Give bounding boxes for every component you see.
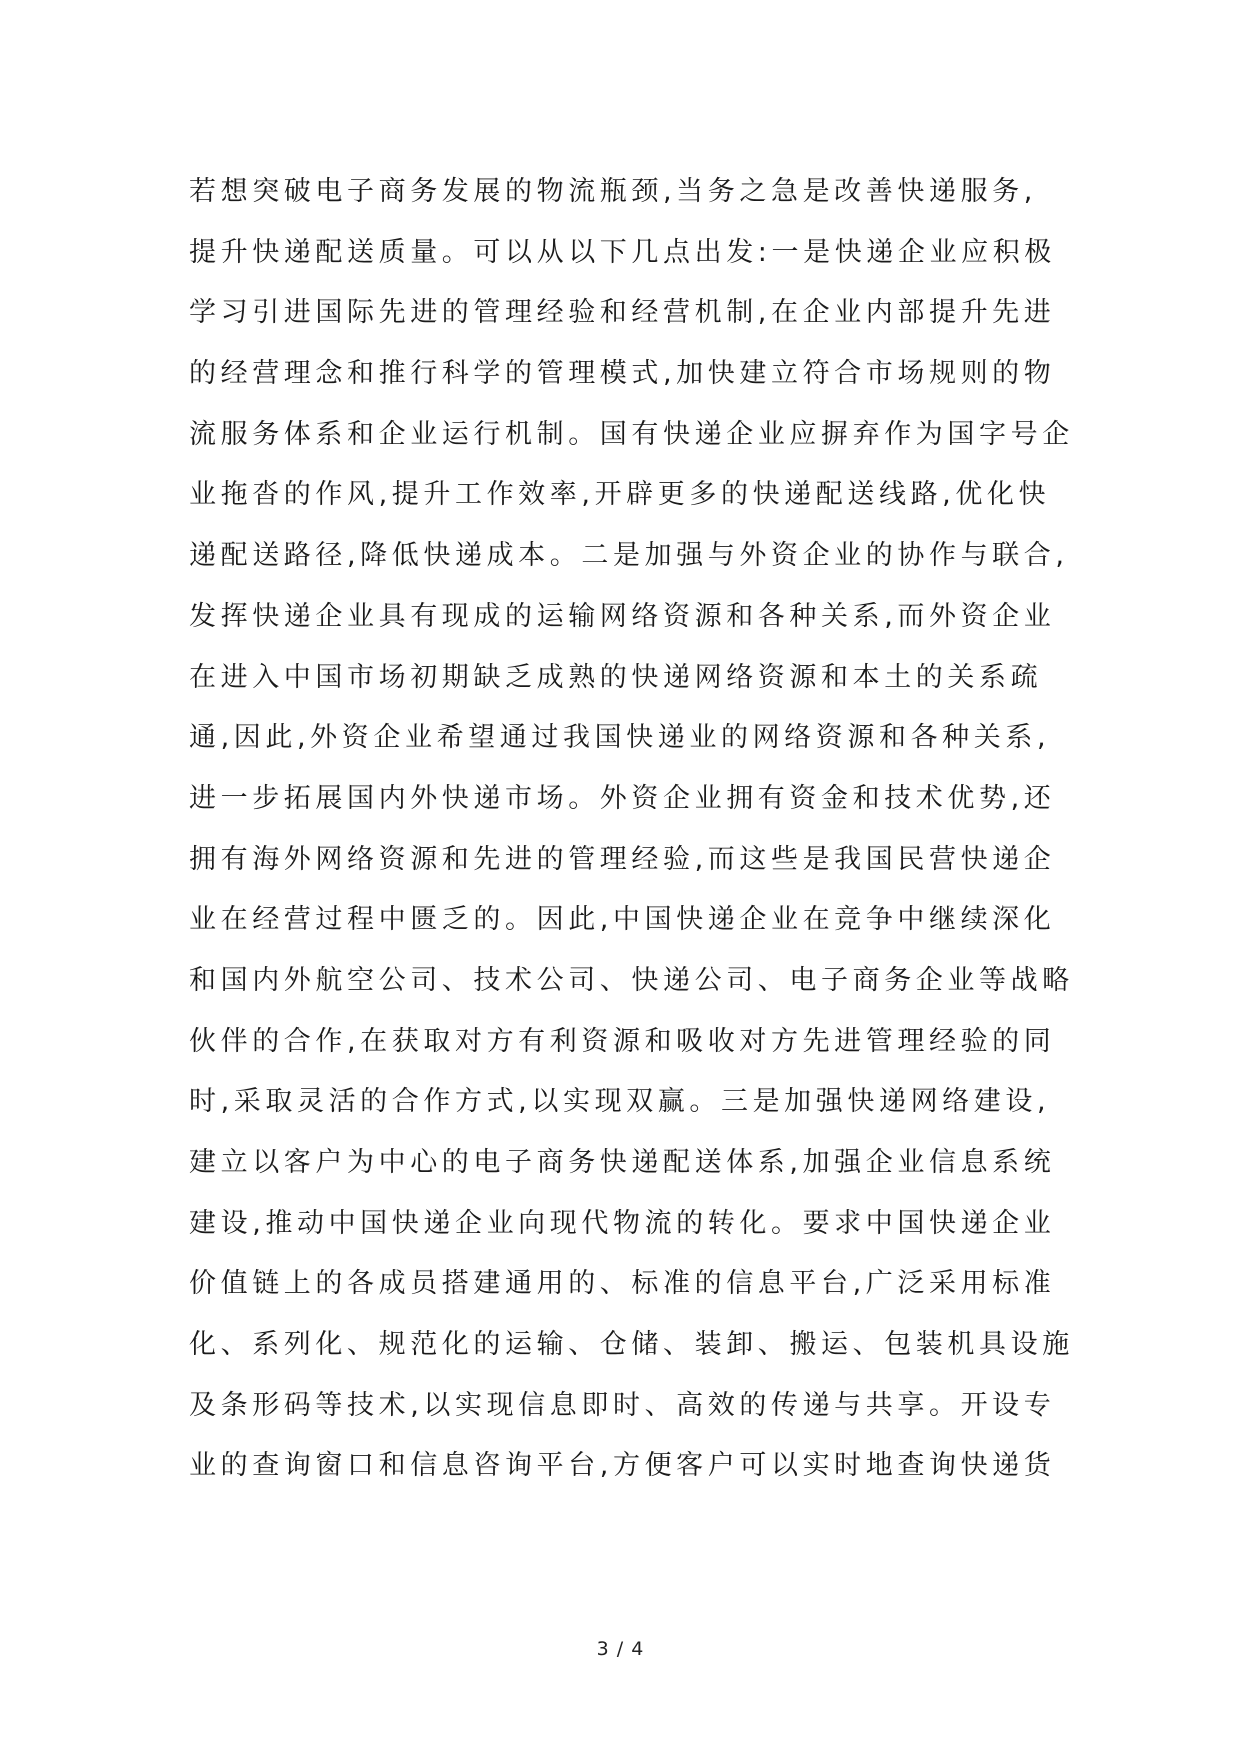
text-line: 价值链上的各成员搭建通用的、标准的信息平台,广泛采用标准: [189, 1268, 1056, 1300]
text-line: 拥有海外网络资源和先进的管理经验,而这些是我国民营快递企: [189, 843, 1056, 875]
text-line: 的经营理念和推行科学的管理模式,加快建立符合市场规则的物: [189, 358, 1056, 390]
text-line: 业的查询窗口和信息咨询平台,方便客户可以实时地查询快递货: [189, 1450, 1056, 1482]
text-line: 通,因此,外资企业希望通过我国快递业的网络资源和各种关系,: [189, 722, 1051, 754]
text-line: 时,采取灵活的合作方式,以实现双赢。三是加强快递网络建设,: [189, 1086, 1051, 1118]
text-line: 和国内外航空公司、技术公司、快递公司、电子商务企业等战略: [189, 964, 1074, 996]
text-line: 发挥快递企业具有现成的运输网络资源和各种关系,而外资企业: [189, 600, 1056, 632]
body-text: [189, 162, 1074, 1497]
text-line: 建立以客户为中心的电子商务快递配送体系,加强企业信息系统: [189, 1147, 1056, 1178]
text-line: 业在经营过程中匮乏的。因此,中国快递企业在竞争中继续深化: [189, 904, 1056, 936]
text-line: 及条形码等技术,以实现信息即时、高效的传递与共享。开设专: [189, 1389, 1056, 1421]
text-line: 若想突破电子商务发展的物流瓶颈,当务之急是改善快递服务,: [189, 176, 1037, 207]
text-line: 在进入中国市场初期缺乏成熟的快递网络资源和本土的关系疏: [189, 661, 1043, 693]
text-line: 化、系列化、规范化的运输、仓储、装卸、搬运、包装机具设施: [189, 1329, 1074, 1361]
text-line: 递配送路径,降低快递成本。二是加强与外资企业的协作与联合,: [189, 540, 1069, 572]
text-line: 伙伴的合作,在获取对方有利资源和吸收对方先进管理经验的同: [189, 1025, 1056, 1057]
text-line: 业拖沓的作风,提升工作效率,开辟更多的快递配送线路,优化快: [189, 479, 1051, 511]
text-line: 学习引进国际先进的管理经验和经营机制,在企业内部提升先进: [189, 297, 1056, 329]
text-line: 进一步拓展国内外快递市场。外资企业拥有资金和技术优势,还: [189, 782, 1056, 814]
text-line: 提升快递配送质量。可以从以下几点出发:一是快递企业应积极: [189, 236, 1056, 268]
page-number: 3 / 4: [596, 1638, 645, 1660]
text-line: 建设,推动中国快递企业向现代物流的转化。要求中国快递企业: [189, 1207, 1056, 1239]
text-line: 流服务体系和企业运行机制。国有快递企业应摒弃作为国字号企: [189, 418, 1074, 450]
